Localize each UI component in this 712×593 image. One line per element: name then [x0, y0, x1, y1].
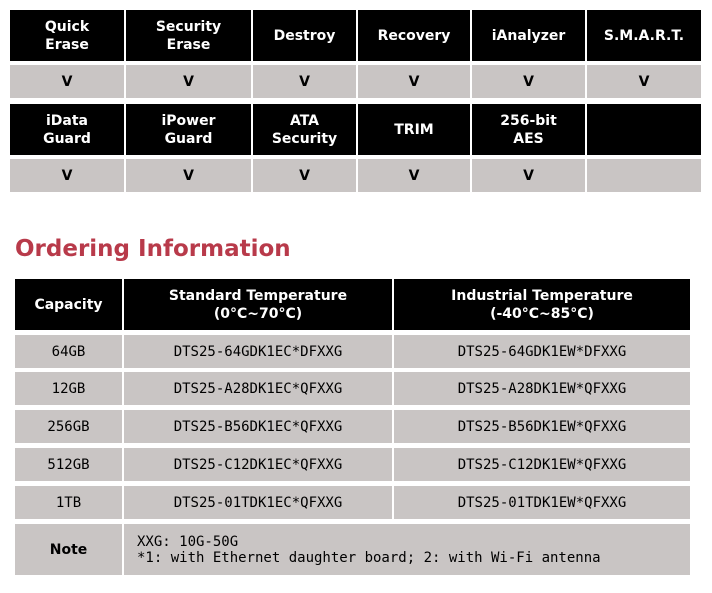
feature-value-security-erase: V: [126, 65, 251, 98]
table-row-standard: DTS25-01TDK1EC*QFXXG: [124, 486, 392, 519]
table-row-industrial: DTS25-01TDK1EW*QFXXG: [394, 486, 690, 519]
feature-header-empty: [587, 104, 701, 155]
feature-value-256bit-aes: V: [472, 159, 585, 192]
feature-header-security-erase: Security Erase: [126, 10, 251, 61]
feature-header-smart: S.M.A.R.T.: [587, 10, 701, 61]
table-row-industrial: DTS25-64GDK1EW*DFXXG: [394, 335, 690, 368]
feature-value-ianalyzer: V: [472, 65, 585, 98]
table-row-capacity: 1TB: [15, 486, 122, 519]
header-standard-temperature: Standard Temperature (0°C~70°C): [124, 279, 392, 330]
feature-header-trim: TRIM: [358, 104, 470, 155]
header-capacity: Capacity: [15, 279, 122, 330]
table-row-capacity: 12GB: [15, 372, 122, 405]
header-industrial-temperature: Industrial Temperature (-40°C~85°C): [394, 279, 690, 330]
table-row-capacity: 256GB: [15, 410, 122, 443]
feature-header-ata-security: ATA Security: [253, 104, 356, 155]
table-row-capacity: 512GB: [15, 448, 122, 481]
feature-header-destroy: Destroy: [253, 10, 356, 61]
table-row-industrial: DTS25-B56DK1EW*QFXXG: [394, 410, 690, 443]
table-row-standard: DTS25-A28DK1EC*QFXXG: [124, 372, 392, 405]
table-row-standard: DTS25-64GDK1EC*DFXXG: [124, 335, 392, 368]
feature-header-ipower-guard: iPower Guard: [126, 104, 251, 155]
note-text: XXG: 10G-50G *1: with Ethernet daughter board; 2: with Wi-Fi antenna: [124, 524, 690, 575]
feature-value-ipower-guard: V: [126, 159, 251, 192]
feature-header-quick-erase: Quick Erase: [10, 10, 124, 61]
feature-value-recovery: V: [358, 65, 470, 98]
section-title-ordering-information: Ordering Information: [15, 236, 291, 262]
feature-header-ianalyzer: iAnalyzer: [472, 10, 585, 61]
feature-value-ata-security: V: [253, 159, 356, 192]
feature-value-smart: V: [587, 65, 701, 98]
table-row-industrial: DTS25-C12DK1EW*QFXXG: [394, 448, 690, 481]
feature-value-trim: V: [358, 159, 470, 192]
feature-value-idata-guard: V: [10, 159, 124, 192]
note-label: Note: [15, 524, 122, 575]
feature-header-256bit-aes: 256-bit AES: [472, 104, 585, 155]
feature-value-empty: [587, 159, 701, 192]
table-row-industrial: DTS25-A28DK1EW*QFXXG: [394, 372, 690, 405]
table-row-standard: DTS25-B56DK1EC*QFXXG: [124, 410, 392, 443]
feature-value-destroy: V: [253, 65, 356, 98]
feature-header-idata-guard: iData Guard: [10, 104, 124, 155]
feature-header-recovery: Recovery: [358, 10, 470, 61]
feature-value-quick-erase: V: [10, 65, 124, 98]
table-row-standard: DTS25-C12DK1EC*QFXXG: [124, 448, 392, 481]
table-row-capacity: 64GB: [15, 335, 122, 368]
